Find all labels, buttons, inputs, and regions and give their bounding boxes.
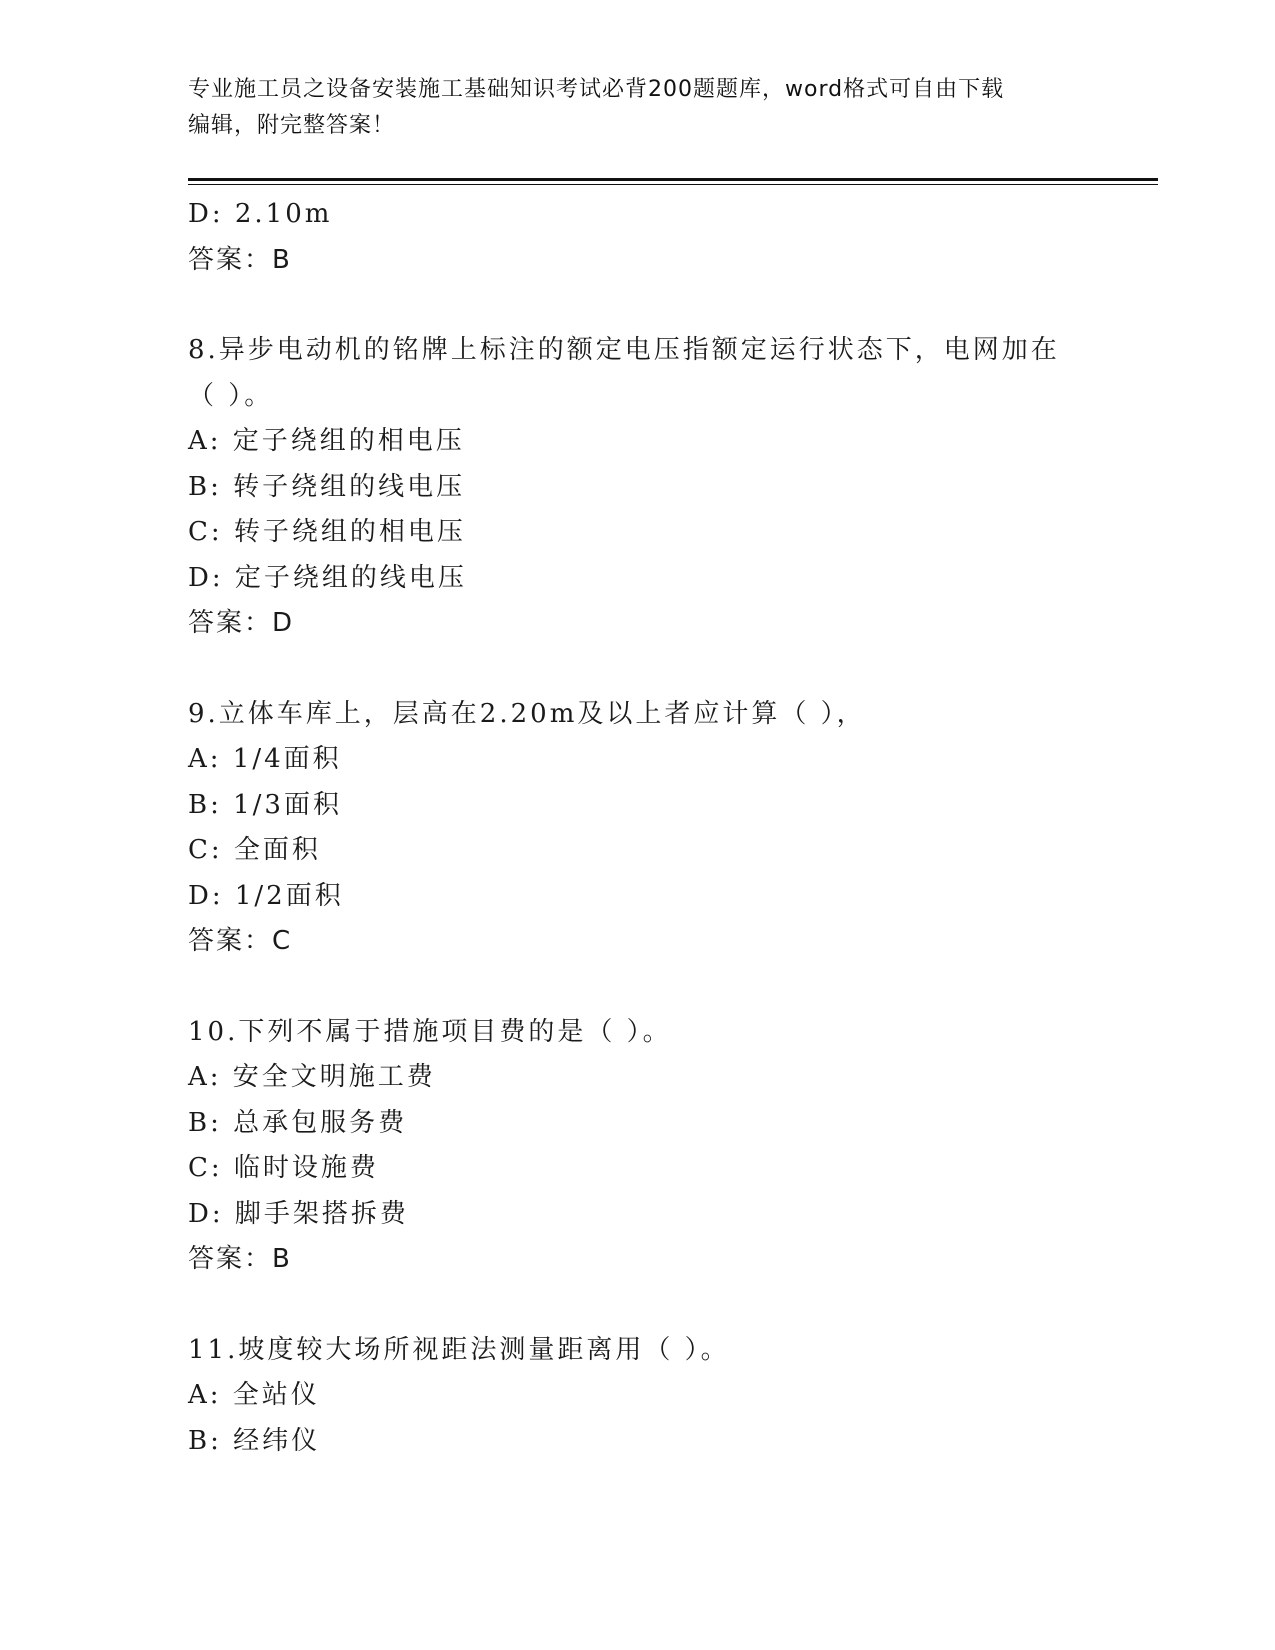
spacer <box>188 1283 1078 1328</box>
document-header <box>188 72 1078 144</box>
option-a: A: 1/4面积 <box>188 744 342 774</box>
question-stem: 9.立体车库上，层高在2.20m及以上者应计算（ ）， <box>188 698 866 729</box>
option-b: B: 转子绕组的线电压 <box>188 471 466 502</box>
question-block <box>188 1010 1078 1283</box>
option-a: A: 全站仪 <box>188 1380 320 1410</box>
option-b: B: 1/3面积 <box>188 789 342 820</box>
question-block <box>188 692 1078 965</box>
answer-line: 答案：D <box>188 608 295 638</box>
option-d: D: 脚手架搭拆费 <box>188 1198 409 1229</box>
option-a: A: 定子绕组的相电压 <box>188 426 465 456</box>
option-b: B: 总承包服务费 <box>188 1107 408 1138</box>
header-line-1: 专业施工员之设备安装施工基础知识考试必背200题题库，word格式可自由下载 <box>188 77 1005 102</box>
option-c: C: 全面积 <box>188 835 321 865</box>
option-b: B: 经纬仪 <box>188 1425 321 1456</box>
question-block <box>188 1328 1078 1465</box>
spacer <box>188 283 1078 328</box>
spacer <box>188 647 1078 692</box>
option-c: C: 转子绕组的相电压 <box>188 517 466 547</box>
question-stem: 8.异步电动机的铭牌上标注的额定电压指额定运行状态下，电网加在 <box>188 335 1060 365</box>
answer-line: 答案：B <box>188 1244 292 1274</box>
header-line-2: 编辑，附完整答案！ <box>188 113 396 138</box>
option-d: D: 1/2面积 <box>188 880 344 911</box>
question-block <box>188 328 1078 647</box>
question-stem: 11.坡度较大场所视距法测量距离用（ ）。 <box>188 1334 730 1365</box>
option-d: D: 定子绕组的线电压 <box>188 562 467 593</box>
question-stem: 10.下列不属于措施项目费的是（ ）。 <box>188 1016 672 1047</box>
spacer <box>188 965 1078 1010</box>
answer-line: 答案：B <box>188 244 292 275</box>
option-d: D: 2.10m <box>188 199 333 229</box>
question-stem-continued: （ ）。 <box>188 380 274 411</box>
header-divider-thin <box>188 184 1158 185</box>
answer-line: 答案：C <box>188 926 293 956</box>
option-a: A: 安全文明施工费 <box>188 1062 436 1092</box>
header-divider-thick <box>188 178 1158 181</box>
option-c: C: 临时设施费 <box>188 1153 379 1183</box>
question-list <box>188 192 1078 1464</box>
